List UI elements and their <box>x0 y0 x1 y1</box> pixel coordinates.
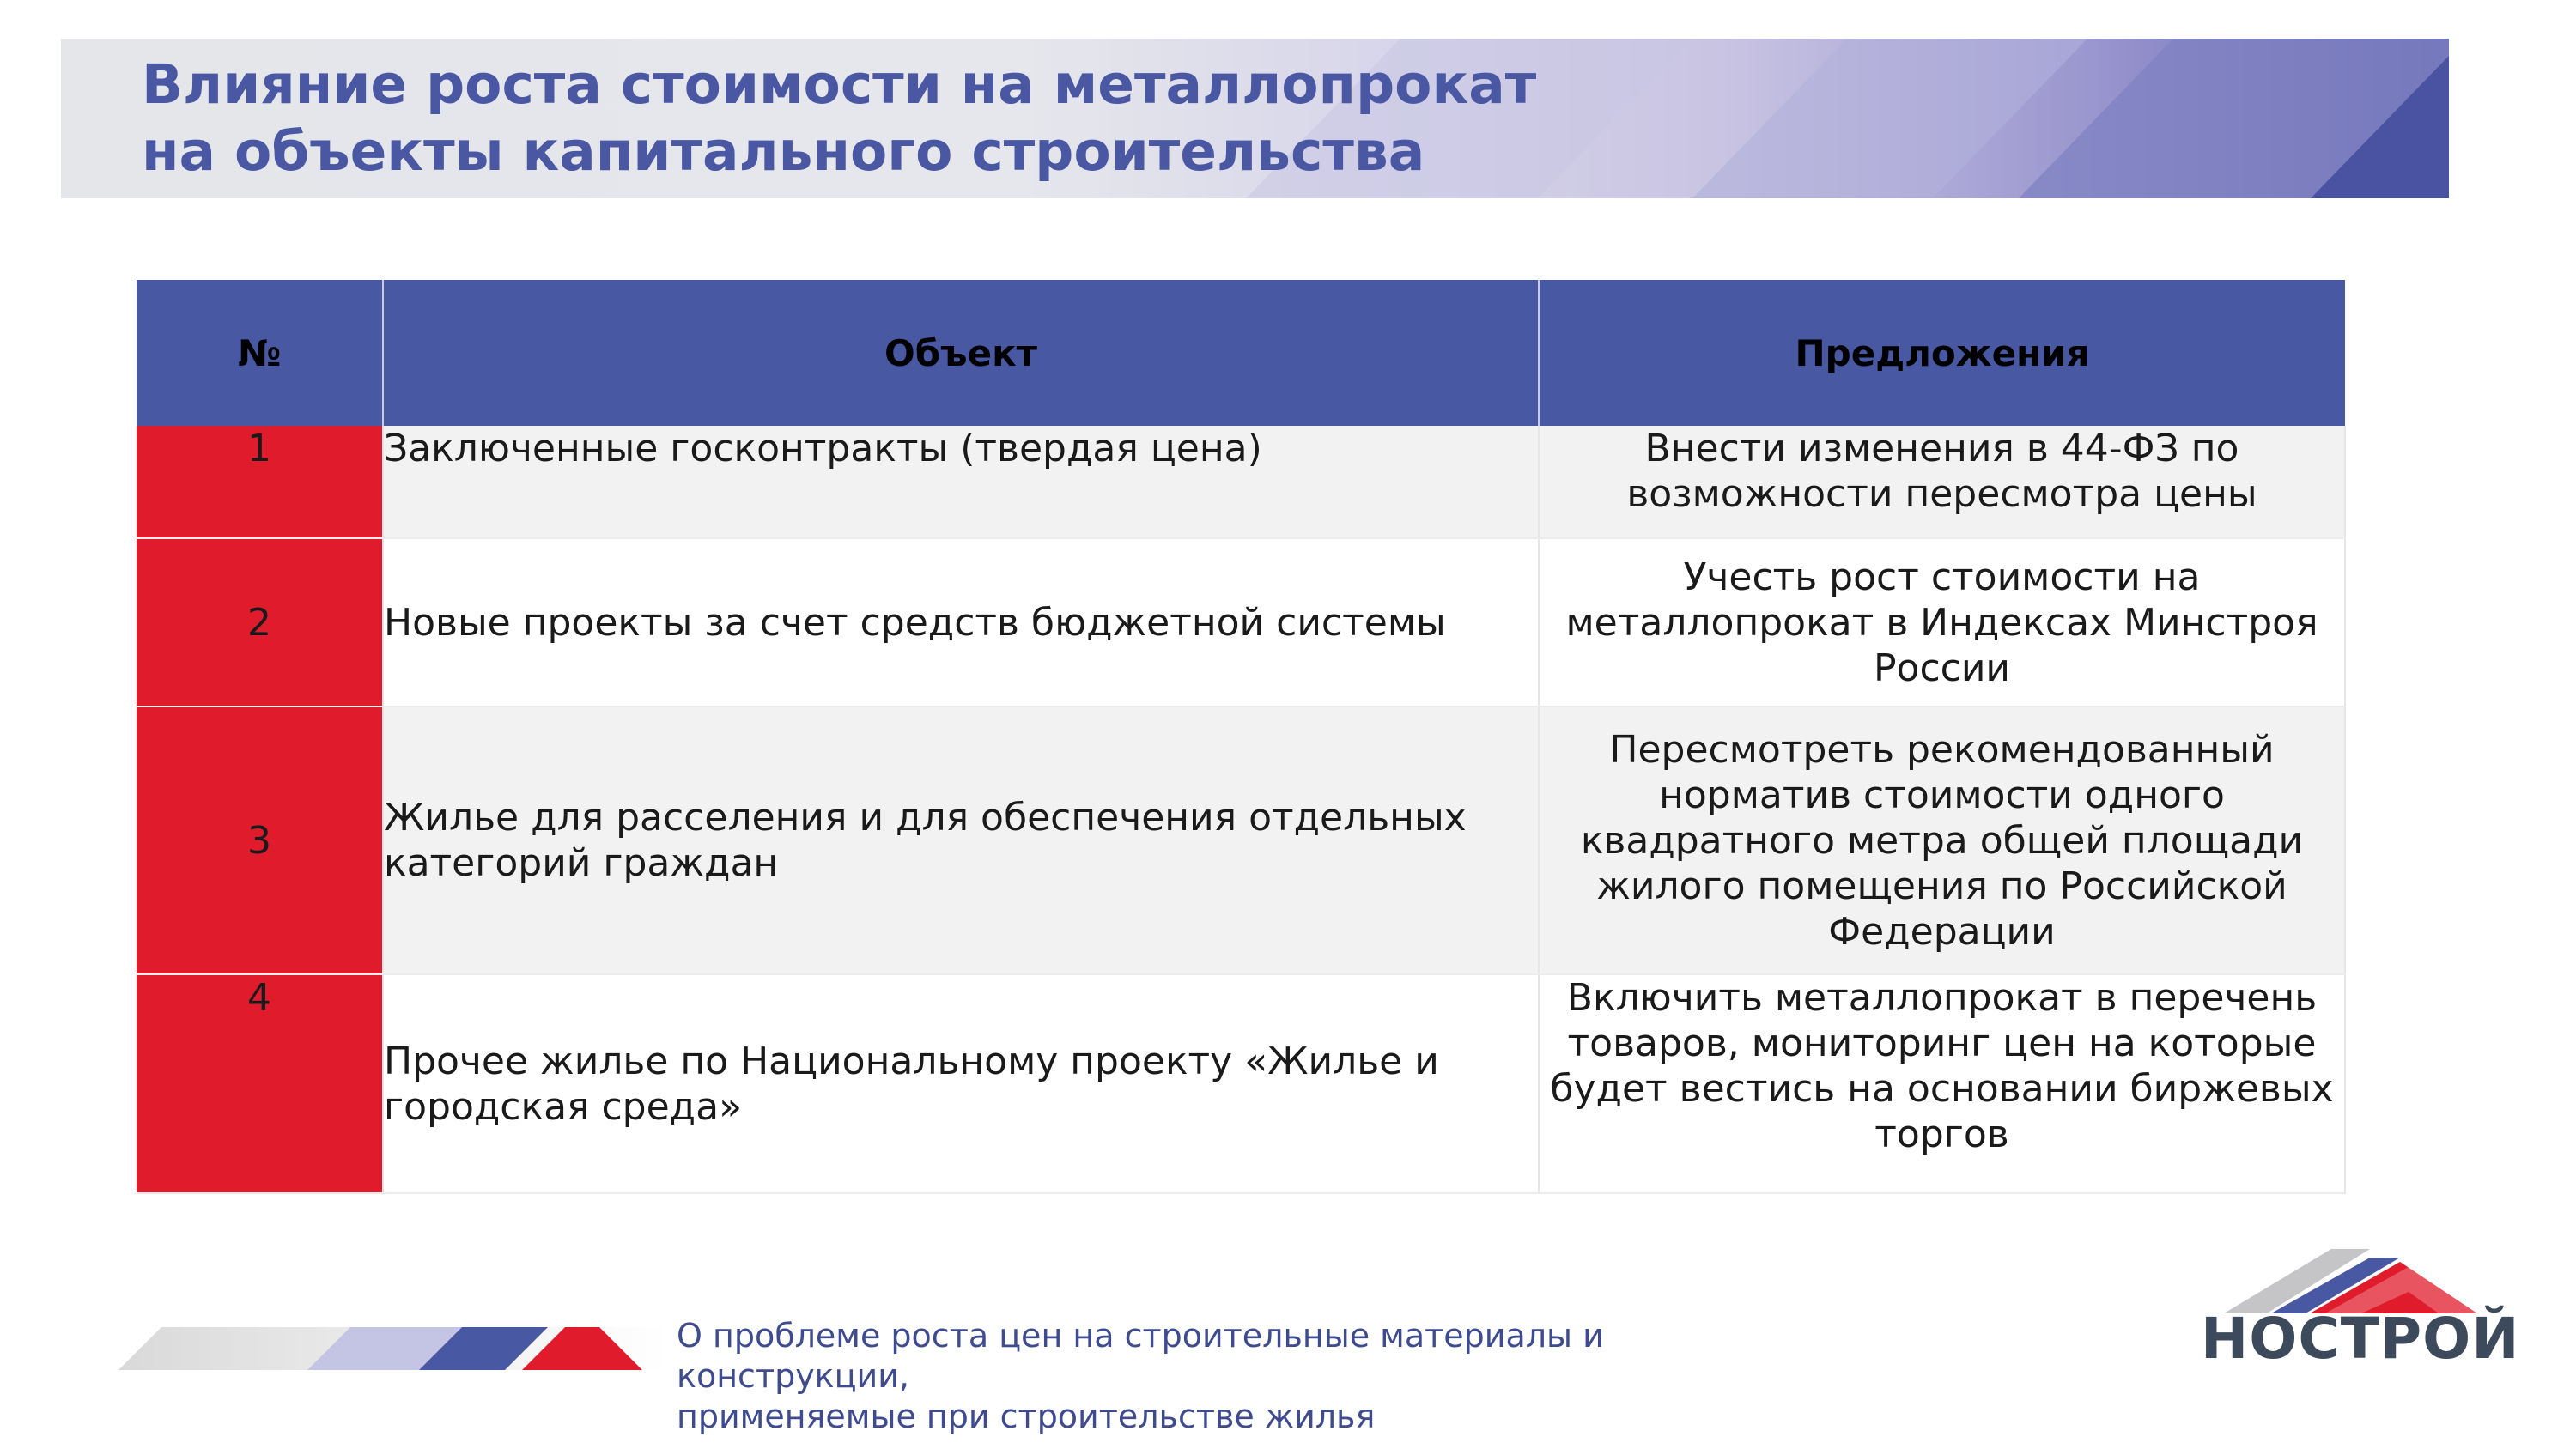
row-proposal: Пересмотреть рекомендованный норматив стоимости одного квадратного метра общей площади жилого помещения по Российской Федерации <box>1539 706 2345 974</box>
row-number: 4 <box>137 974 383 1193</box>
row-object: Жилье для расселения и для обеспечения отдельных категорий граждан <box>383 706 1539 974</box>
row-object: Прочее жилье по Национальному проекту «Жилье и городская среда» <box>383 974 1539 1193</box>
col-header-number: № <box>137 280 383 426</box>
table-row <box>137 974 2345 1193</box>
logo: НОСТРОЙ <box>2201 1306 2520 1372</box>
row-proposal: Включить металлопрокат в перечень товаров, мониторинг цен на которые будет вестись на основании биржевых торгов <box>1539 974 2345 1193</box>
table-row <box>137 426 2345 538</box>
page-title <box>142 52 1536 185</box>
logo-roof-icon <box>2224 1249 2482 1313</box>
row-number: 1 <box>137 426 383 538</box>
row-proposal: Внести изменения в 44-ФЗ по возможности пересмотра цены <box>1539 426 2345 538</box>
footer-caption <box>677 1316 1793 1437</box>
col-header-object: Объект <box>383 280 1539 426</box>
row-object: Новые проекты за счет средств бюджетной системы <box>383 538 1539 706</box>
page-title-line1: Влияние роста стоимости на металлопрокат <box>142 53 1537 116</box>
footer-stripes <box>118 1327 668 1370</box>
table-row <box>137 706 2345 974</box>
row-number: 3 <box>137 706 383 974</box>
row-object: Заключенные госконтракты (твердая цена) <box>383 426 1539 538</box>
footer-line1: О проблеме роста цен на строительные материалы и конструкции, <box>677 1317 1604 1395</box>
row-proposal: Учесть рост стоимости на металлопрокат в Индексах Минстроя России <box>1539 538 2345 706</box>
row-number: 2 <box>137 538 383 706</box>
page-title-line2: на объекты капитального строительства <box>142 120 1425 183</box>
footer-line2: применяемые при строительстве жилья <box>677 1397 1376 1435</box>
table-row <box>137 538 2345 706</box>
table-header-row <box>137 280 2345 426</box>
title-band <box>61 39 2449 198</box>
proposals-table <box>137 280 2346 1194</box>
col-header-proposals: Предложения <box>1539 280 2345 426</box>
